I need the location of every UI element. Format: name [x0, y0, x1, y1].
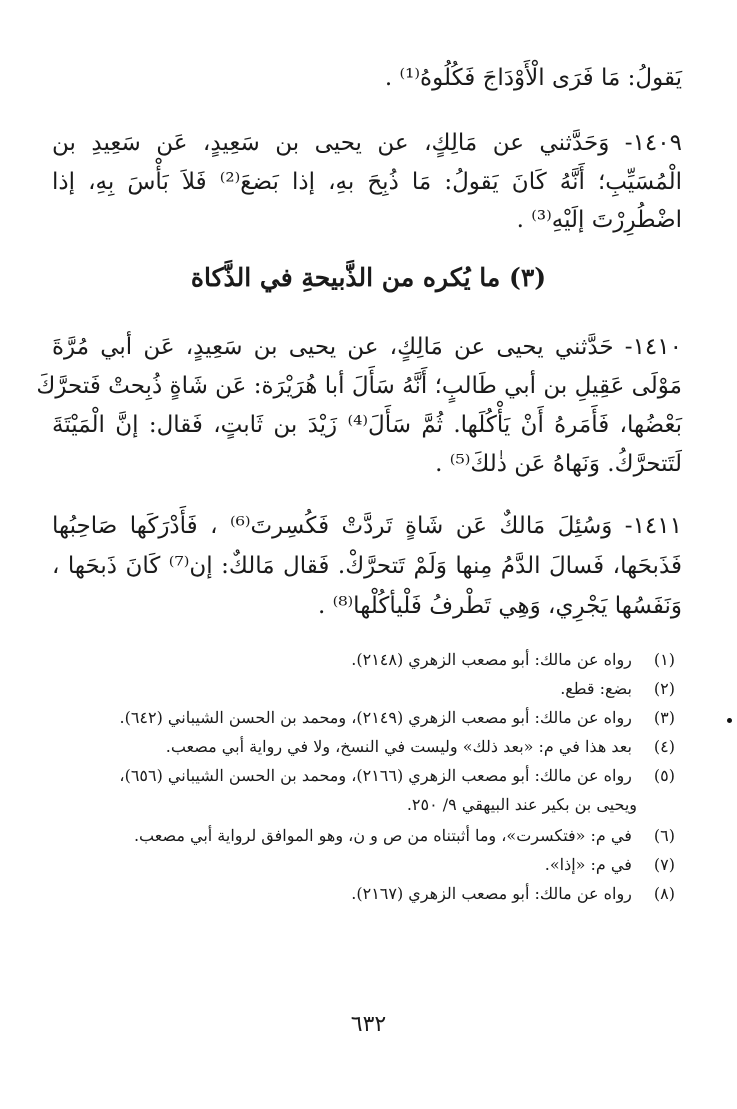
text-line-6: مَوْلَى عَقِيلِ بن أبي طَالبٍ؛ أَنَّهُ سَأَلَ أبا هُرَيْرَة: عَن شَاةٍ ذُبِحتْ فَتحرَّكَ [36, 373, 682, 399]
text-line-9: ١٤١١- وَسُئِلَ مَالكٌ عَن شَاةٍ تَردَّتْ فَكُسِرتَ⁽⁶⁾ ، فَأَدْرَكَها صَاحِبُها [52, 513, 682, 539]
text-line-1: يَقولُ: مَا فَرَى الْأَوْدَاجَ فَكُلُوهُ⁽¹⁾ . [384, 65, 682, 91]
text-line-11: وَنَفَسُها يَجْرِي، وَهِي تَطْرفُ فَلْيأكُلْها⁽⁸⁾ . [318, 593, 682, 619]
footnote-text: بضع: قطع. [560, 679, 632, 698]
footnote-number: (٧) [653, 855, 675, 874]
text-line-5: ١٤١٠- حَدَّثني يحيى عن مَالِكٍ، عن يحيى بن سَعِيدٍ، عَن أبي مُرَّةَ [52, 334, 682, 360]
text-line-2: ١٤٠٩- وَحَدَّثني عن مَالِكٍ، عن يحيى بن سَعِيدٍ، عَن سَعِيدِ بن [52, 130, 682, 156]
section-heading: (٣) ما يُكره من الذَّبيحةِ في الذَّكاة [190, 263, 547, 292]
footnote-text: في م: «إذا». [544, 855, 632, 874]
footnote-text: رواه عن مالك: أبو مصعب الزهري (٢١٦٧). [351, 884, 632, 903]
footnote-text: رواه عن مالك: أبو مصعب الزهري (٢١٤٩)، ومحمد بن الحسن الشيباني (٦٤٢). [119, 708, 632, 727]
footnote-number: (٤) [653, 737, 675, 756]
footnote-8 [351, 880, 675, 908]
footnote-text: رواه عن مالك: أبو مصعب الزهري (٢١٦٦)، ومحمد بن الحسن الشيباني (٦٥٦)، [119, 766, 632, 785]
footnote-4 [166, 733, 675, 761]
footnote-5-continuation: ويحيى بن بكير عند البيهقي ٩/ ٢٥٠. [406, 795, 637, 814]
footnote-1 [351, 646, 675, 674]
footnote-number: (٢) [653, 679, 675, 698]
footnote-2 [560, 675, 675, 703]
text-line-4: اضْطُرِرْتَ إلَيْهِ⁽³⁾ . [516, 207, 682, 233]
footnote-3 [119, 704, 675, 732]
text-line-3: الْمُسَيِّبِ؛ أَنَّهُ كَانَ يَقولُ: مَا ذُبِحَ بهِ، إذا بَضعَ⁽²⁾ فَلاَ بَأْسَ بِهِ، إذا [52, 169, 682, 195]
footnote-number: (١) [653, 650, 675, 669]
page-number: ٦٣٢ [350, 1012, 387, 1037]
footnote-number: (٦) [653, 826, 675, 845]
text-line-8: لَتَتحرَّكُ. وَنَهاهُ عَن ذٰلكَ⁽⁵⁾ . [435, 451, 682, 477]
footnote-text: في م: «فتكسرت»، وما أثبتناه من ص و ن، وهو الموافق لرواية أبي مصعب. [133, 826, 632, 845]
footnote-7 [545, 851, 675, 879]
footnote-text: رواه عن مالك: أبو مصعب الزهري (٢١٤٨). [351, 650, 632, 669]
footnote-number: (٥) [653, 766, 675, 785]
text-line-10: فَذَبحَها، فَسالَ الدَّمُ مِنها وَلَمْ تَتحرَّكْ. فَقال مَالكٌ: إن⁽⁷⁾ كَانَ ذَبحَها ، [52, 553, 683, 579]
text-line-7: بَعْضُها، فَأَمَرهُ أَنْ يَأْكُلَها. ثُمَّ سَأَلَ⁽⁴⁾ زَيْدَ بن ثَابتٍ، فَقال: إنَّ الْمَيْتَةَ [52, 412, 683, 438]
footnote-5 [119, 762, 675, 790]
footnote-6 [134, 822, 675, 850]
footnote-text: بعد هذا في م: «بعد ذلك» وليست في النسخ، ولا في رواية أبي مصعب. [165, 737, 632, 756]
scan-mark [727, 718, 732, 723]
footnote-number: (٨) [653, 884, 675, 903]
footnote-number: (٣) [653, 708, 675, 727]
